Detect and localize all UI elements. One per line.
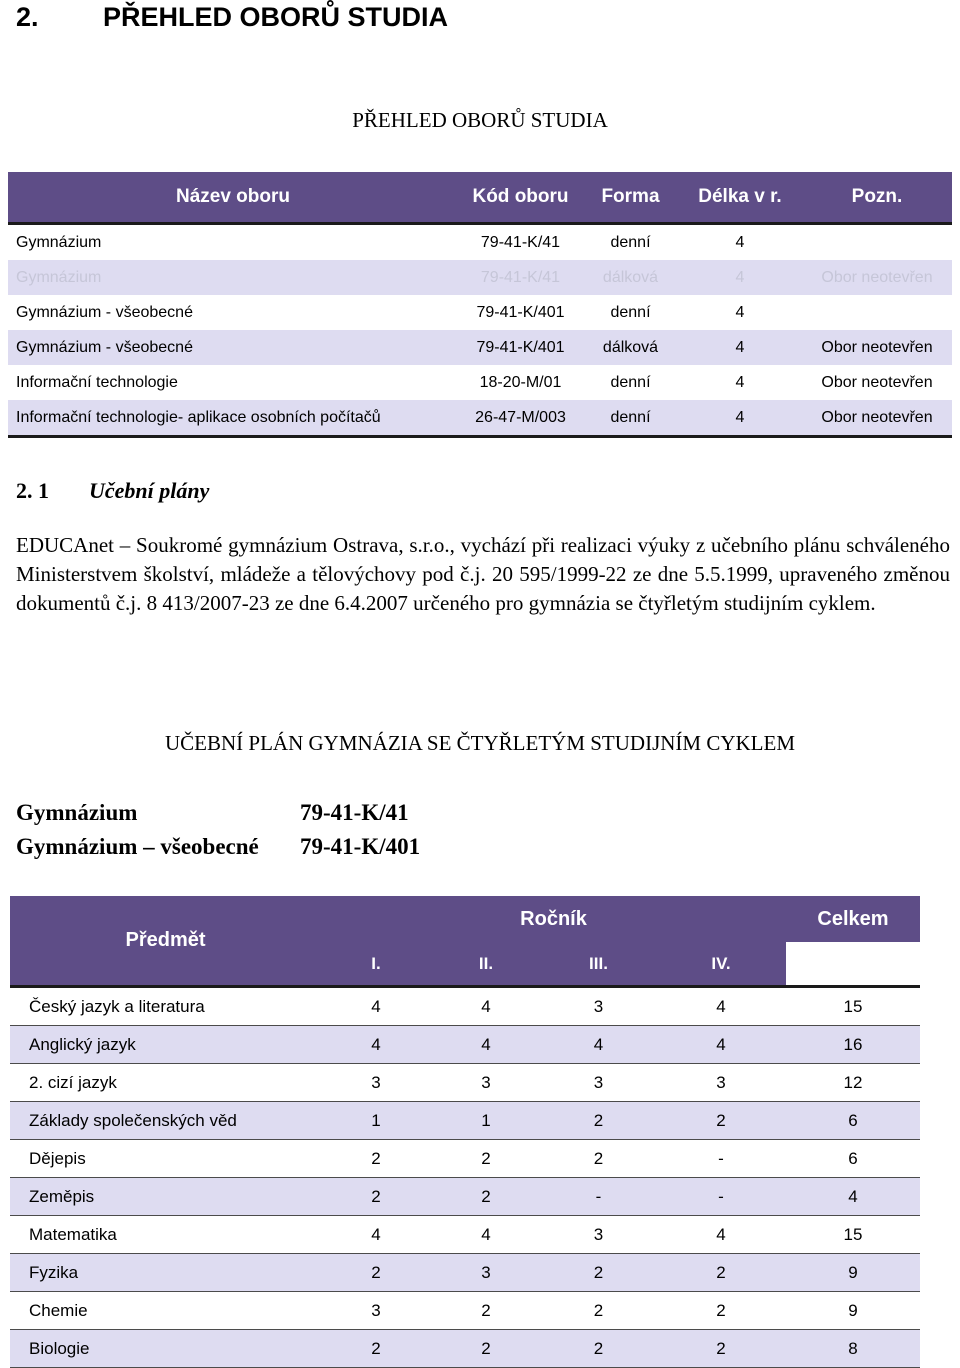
study-form: dálková xyxy=(583,260,678,295)
hours-year-3: 4 xyxy=(541,1026,656,1064)
hours-year-4: - xyxy=(656,1178,786,1216)
curriculum-header-row xyxy=(10,896,920,942)
hours-year-2: 4 xyxy=(431,1216,541,1254)
table-row xyxy=(10,1140,920,1178)
table-row xyxy=(10,1254,920,1292)
table-row xyxy=(10,1178,920,1216)
header-year: Ročník xyxy=(321,896,786,942)
field-code: 26-47-M/003 xyxy=(458,400,583,437)
hours-year-4: 2 xyxy=(656,1330,786,1368)
section-heading xyxy=(16,478,209,504)
hours-year-1: 1 xyxy=(321,1102,431,1140)
hours-year-4: - xyxy=(656,1140,786,1178)
field-name: Informační technologie- aplikace osobních počítačů xyxy=(8,400,458,437)
hours-total: 4 xyxy=(786,1178,920,1216)
field-name: Gymnázium - všeobecné xyxy=(8,330,458,365)
hours-total: 16 xyxy=(786,1026,920,1064)
hours-total: 6 xyxy=(786,1102,920,1140)
hours-year-2: 3 xyxy=(431,1254,541,1292)
curriculum-field-row xyxy=(16,834,420,860)
table-row xyxy=(8,330,952,365)
hours-year-1: 2 xyxy=(321,1140,431,1178)
hours-year-4: 2 xyxy=(656,1254,786,1292)
study-form: denní xyxy=(610,373,651,391)
hours-year-4: 2 xyxy=(656,1102,786,1140)
subject-name: Anglický jazyk xyxy=(10,1026,321,1064)
hours-year-2: 2 xyxy=(431,1330,541,1368)
header-note: Pozn. xyxy=(802,172,952,224)
header-field-name: Název oboru xyxy=(8,172,458,224)
hours-year-4: 3 xyxy=(656,1064,786,1102)
field-code: 79-41-K/401 xyxy=(458,330,583,365)
subject-name: Chemie xyxy=(10,1292,321,1330)
hours-year-1: 3 xyxy=(321,1292,431,1330)
table-row xyxy=(10,1292,920,1330)
hours-year-1: 2 xyxy=(321,1178,431,1216)
hours-year-1: 4 xyxy=(321,987,431,1026)
fields-table-caption: PŘEHLED OBORŮ STUDIA xyxy=(352,108,608,132)
fields-of-study-table xyxy=(8,172,952,438)
hours-year-2: 2 xyxy=(431,1292,541,1330)
duration: 4 xyxy=(735,373,745,391)
subject-name: Zeměpis xyxy=(10,1178,321,1216)
note xyxy=(802,295,952,330)
header-total: Celkem xyxy=(786,896,920,942)
hours-year-3: 2 xyxy=(541,1140,656,1178)
hours-total: 12 xyxy=(786,1064,920,1102)
table-row xyxy=(8,365,952,400)
hours-year-2: 4 xyxy=(431,987,541,1026)
study-form: denní xyxy=(583,400,678,437)
table-row xyxy=(10,1330,920,1368)
hours-year-4: 4 xyxy=(656,1216,786,1254)
note: Obor neotevřen xyxy=(802,330,952,365)
header-study-form: Forma xyxy=(583,172,678,224)
header-total-gap xyxy=(786,942,920,987)
curriculum-caption: UČEBNÍ PLÁN GYMNÁZIA SE ČTYŘLETÝM STUDIJNÍM CYKLEM xyxy=(165,731,795,755)
page-heading xyxy=(16,2,448,33)
duration: 4 xyxy=(678,400,802,437)
field-code: 79-41-K/401 xyxy=(476,303,565,321)
hours-year-3: 2 xyxy=(541,1330,656,1368)
field-name: Informační technologie xyxy=(16,373,178,391)
hours-total: 8 xyxy=(786,1330,920,1368)
hours-total: 6 xyxy=(786,1140,920,1178)
duration: 4 xyxy=(678,330,802,365)
hours-year-3: 2 xyxy=(541,1292,656,1330)
subject-name: 2. cizí jazyk xyxy=(10,1064,321,1102)
hours-year-2: 2 xyxy=(431,1178,541,1216)
table-row xyxy=(8,260,952,295)
section-title: Učební plány xyxy=(89,478,210,503)
hours-year-1: 4 xyxy=(321,1216,431,1254)
hours-year-4: 4 xyxy=(656,1026,786,1064)
section-number: 2. 1 xyxy=(16,478,49,503)
table-row xyxy=(8,224,952,261)
duration: 4 xyxy=(735,303,745,321)
note: Obor neotevřen xyxy=(821,373,933,391)
hours-total: 9 xyxy=(786,1292,920,1330)
heading-title: PŘEHLED OBORŮ STUDIA xyxy=(103,2,449,32)
curriculum-field-row xyxy=(16,800,409,826)
table-row xyxy=(10,1216,920,1254)
hours-total: 15 xyxy=(786,1216,920,1254)
table-row xyxy=(8,295,952,330)
curriculum-field-code: 79-41-K/401 xyxy=(300,834,421,859)
field-name: Gymnázium xyxy=(16,233,102,251)
field-name: Gymnázium xyxy=(8,260,458,295)
subject-name: Český jazyk a literatura xyxy=(10,987,321,1026)
table-row xyxy=(10,987,920,1026)
study-form: denní xyxy=(610,303,651,321)
fields-table-header-row xyxy=(8,172,952,224)
header-subject: Předmět xyxy=(10,896,321,987)
field-code: 79-41-K/41 xyxy=(458,260,583,295)
note: Obor neotevřen xyxy=(802,400,952,437)
table-row xyxy=(10,1064,920,1102)
note: Obor neotevřen xyxy=(802,260,952,295)
header-year-2: II. xyxy=(431,942,541,987)
curriculum-field-code: 79-41-K/41 xyxy=(300,800,409,825)
heading-number: 2. xyxy=(16,2,39,32)
curriculum-table xyxy=(10,896,920,1368)
table-row xyxy=(8,400,952,437)
subject-name: Základy společenských věd xyxy=(10,1102,321,1140)
hours-year-1: 2 xyxy=(321,1330,431,1368)
hours-year-1: 2 xyxy=(321,1254,431,1292)
header-year-4: IV. xyxy=(656,942,786,987)
duration: 4 xyxy=(735,233,745,251)
header-year-3: III. xyxy=(541,942,656,987)
hours-year-2: 2 xyxy=(431,1140,541,1178)
study-form: dálková xyxy=(583,330,678,365)
duration: 4 xyxy=(678,260,802,295)
hours-year-3: 3 xyxy=(541,1216,656,1254)
field-name: Gymnázium - všeobecné xyxy=(16,303,193,321)
subject-name: Dějepis xyxy=(10,1140,321,1178)
note xyxy=(802,224,952,261)
hours-year-3: 3 xyxy=(541,1064,656,1102)
hours-year-3: 3 xyxy=(541,987,656,1026)
hours-year-2: 4 xyxy=(431,1026,541,1064)
study-form: denní xyxy=(610,233,651,251)
subject-name: Biologie xyxy=(10,1330,321,1368)
hours-year-1: 3 xyxy=(321,1064,431,1102)
hours-total: 9 xyxy=(786,1254,920,1292)
hours-year-2: 3 xyxy=(431,1064,541,1102)
hours-year-4: 4 xyxy=(656,987,786,1026)
hours-total: 15 xyxy=(786,987,920,1026)
header-year-1: I. xyxy=(321,942,431,987)
hours-year-3: 2 xyxy=(541,1102,656,1140)
hours-year-3: - xyxy=(541,1178,656,1216)
hours-year-1: 4 xyxy=(321,1026,431,1064)
header-field-code: Kód oboru xyxy=(458,172,583,224)
hours-year-2: 1 xyxy=(431,1102,541,1140)
table-row xyxy=(10,1102,920,1140)
subject-name: Matematika xyxy=(10,1216,321,1254)
hours-year-3: 2 xyxy=(541,1254,656,1292)
field-code: 18-20-M/01 xyxy=(479,373,562,391)
subject-name: Fyzika xyxy=(10,1254,321,1292)
curriculum-field-name: Gymnázium xyxy=(16,800,138,825)
table-row xyxy=(10,1026,920,1064)
curriculum-field-name: Gymnázium – všeobecné xyxy=(16,834,259,859)
section-paragraph: EDUCAnet – Soukromé gymnázium Ostrava, s.r.o., vychází při realizaci výuky z učebního plánu schváleného Ministerstvem školství, mládeže a tělovýchovy pod č.j. 20 595/1999-22 ze dne 5.5.1999, upraveného změnou dokumentů č.j. 8 413/2007-23 ze dne 6.4.2007 určeného pro gymnázia se čtyřletým studijním cyklem. xyxy=(16,533,950,615)
header-duration: Délka v r. xyxy=(678,172,802,224)
field-code: 79-41-K/41 xyxy=(480,233,561,251)
hours-year-4: 2 xyxy=(656,1292,786,1330)
